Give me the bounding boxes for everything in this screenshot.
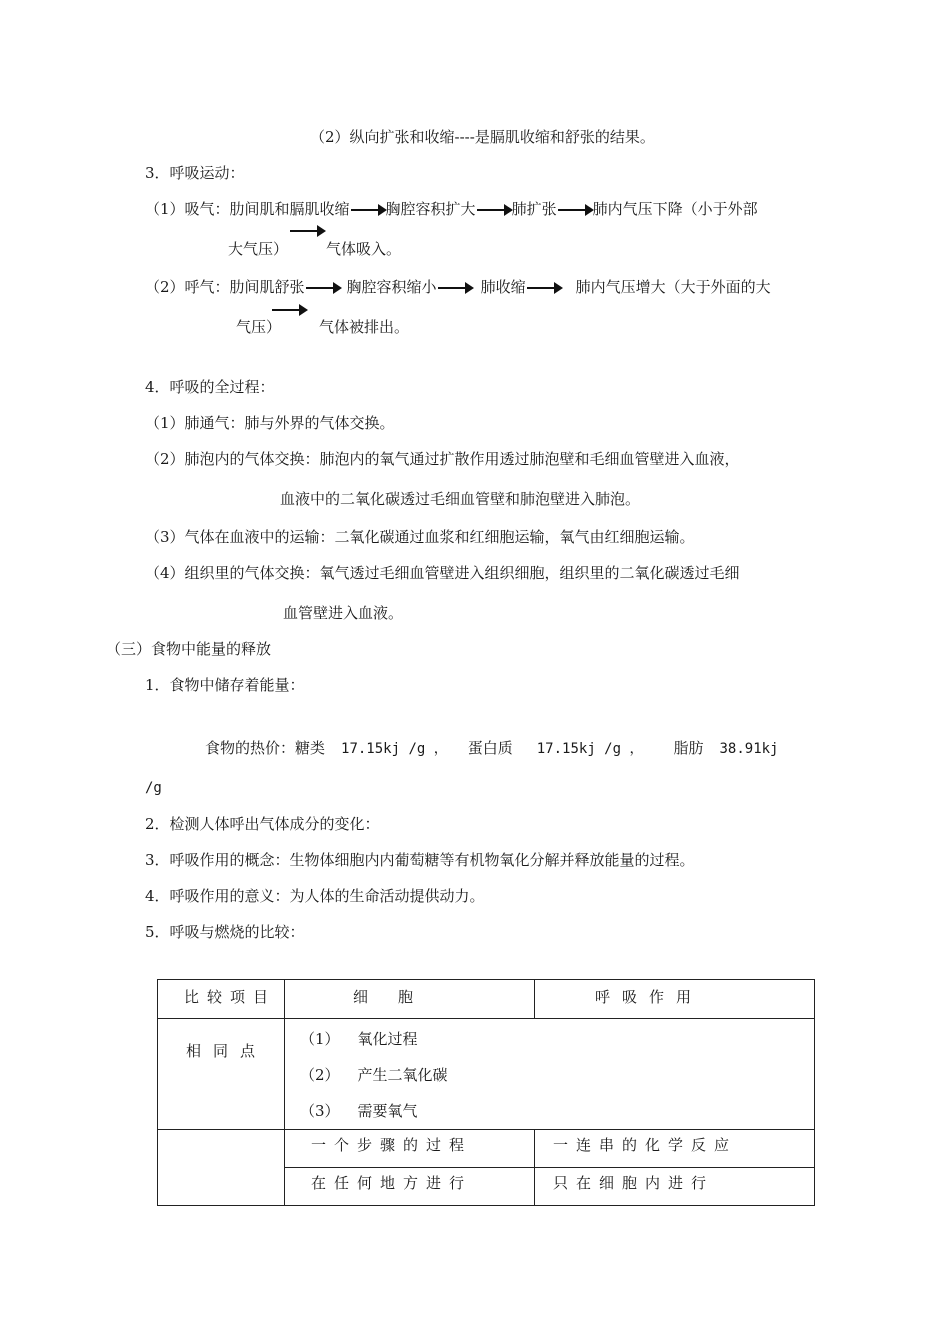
arrow-icon — [351, 209, 385, 211]
text-span: （2）呼气：肋间肌舒张 — [145, 278, 305, 296]
text-span: 气压） — [236, 318, 282, 336]
value-span: 17.15kj /g ， — [536, 741, 644, 757]
table-cell — [158, 1019, 285, 1130]
text-span: 肺收缩 — [480, 278, 526, 296]
arrow-icon — [477, 209, 511, 211]
item-number: （3） — [300, 1102, 340, 1120]
table-header-row — [158, 980, 815, 1019]
same-points-list — [285, 1019, 814, 1129]
table-cell — [285, 980, 535, 1019]
item-text: 需要氧气 — [357, 1102, 418, 1120]
cell-text: 一个步骤的过程 — [311, 1136, 473, 1154]
item-number: （1） — [300, 1030, 340, 1048]
table-row — [158, 1130, 815, 1168]
inhale-line — [145, 199, 758, 219]
value-span: 17.15kj /g ， — [341, 741, 448, 757]
arrow-icon — [290, 230, 324, 232]
text-span: 肺内气压下降（小于外部 — [592, 200, 758, 218]
text-line: （2）肺泡内的气体交换：肺泡内的氧气通过扩散作用透过肺泡壁和毛细血管壁进入血液， — [145, 450, 740, 468]
value-span: 38.91kj — [719, 741, 779, 757]
arrow-icon — [438, 287, 472, 289]
text-line: 4．呼吸作用的意义：为人体的生命活动提供动力。 — [145, 887, 485, 905]
table-cell — [535, 1168, 815, 1206]
text-span: 大气压） — [228, 240, 289, 258]
text-line: （4）组织里的气体交换：氧气透过毛细血管壁进入组织细胞，组织里的二氧化碳透过毛细 — [145, 564, 740, 582]
comparison-table — [157, 979, 815, 1206]
text-line — [236, 317, 409, 337]
table-cell — [285, 1019, 815, 1130]
text-line: /g — [145, 780, 162, 796]
list-item — [300, 1057, 814, 1093]
text-span: 蛋白质 — [467, 739, 513, 757]
table-cell — [158, 980, 285, 1019]
arrow-icon — [558, 209, 592, 211]
item-number: （2） — [300, 1066, 340, 1084]
text-span: 气体吸入。 — [326, 240, 402, 258]
section-heading: 2．检测人体呼出气体成分的变化： — [145, 815, 380, 833]
text-span: 食物的热价：糖类 — [205, 739, 326, 757]
text-span: 胸腔容积扩大 — [385, 200, 476, 218]
heat-value-line — [205, 738, 779, 759]
arrow-icon — [527, 287, 561, 289]
text-span: 气体被排出。 — [319, 318, 410, 336]
list-item — [300, 1093, 814, 1129]
table-row — [158, 1019, 815, 1130]
cell-text: 一连串的化学反应 — [553, 1136, 738, 1154]
text-line: 血管壁进入血液。 — [283, 604, 404, 622]
item-text: 产生二氧化碳 — [357, 1066, 448, 1084]
section-heading: （三）食物中能量的释放 — [106, 640, 272, 658]
list-item — [300, 1021, 814, 1057]
table-cell — [158, 1130, 285, 1206]
text-line: （1）肺通气：肺与外界的气体交换。 — [145, 414, 395, 432]
table-cell — [285, 1130, 535, 1168]
row-label: 相同点 — [186, 1042, 268, 1060]
section-heading: 4．呼吸的全过程： — [145, 378, 275, 396]
header-label: 细 胞 — [353, 988, 414, 1006]
table-cell — [535, 980, 815, 1019]
text-line: 血液中的二氧化碳透过毛细血管壁和肺泡壁进入肺泡。 — [280, 490, 641, 508]
text-span: 脂肪 — [673, 739, 704, 757]
item-text: 氧化过程 — [357, 1030, 418, 1048]
header-label: 呼吸作用 — [595, 988, 704, 1006]
text-line — [228, 239, 401, 259]
exhale-line — [145, 277, 771, 297]
text-line: （3）气体在血液中的运输：二氧化碳通过血浆和红细胞运输，氧气由红细胞运输。 — [145, 528, 695, 546]
text-span: 胸腔容积缩小 — [346, 278, 437, 296]
arrow-icon — [306, 287, 340, 289]
header-label: 比较项目 — [184, 988, 277, 1006]
cell-text: 在任何地方进行 — [311, 1174, 473, 1192]
text-line: 3．呼吸作用的概念：生物体细胞内内葡萄糖等有机物氧化分解并释放能量的过程。 — [145, 851, 695, 869]
arrow-icon — [272, 309, 306, 311]
section-heading: 3．呼吸运动： — [145, 164, 245, 182]
text-span: （1）吸气：肋间肌和膈肌收缩 — [145, 200, 350, 218]
cell-text: 只在细胞内进行 — [553, 1174, 715, 1192]
text-span: 肺扩张 — [511, 200, 557, 218]
text-span: 肺内气压增大（大于外面的大 — [575, 278, 771, 296]
section-heading: 5．呼吸与燃烧的比较： — [145, 923, 305, 941]
text-line: （2）纵向扩张和收缩----是膈肌收缩和舒张的结果。 — [310, 128, 655, 146]
table-cell — [285, 1168, 535, 1206]
table-cell — [535, 1130, 815, 1168]
section-heading: 1．食物中储存着能量： — [145, 676, 305, 694]
